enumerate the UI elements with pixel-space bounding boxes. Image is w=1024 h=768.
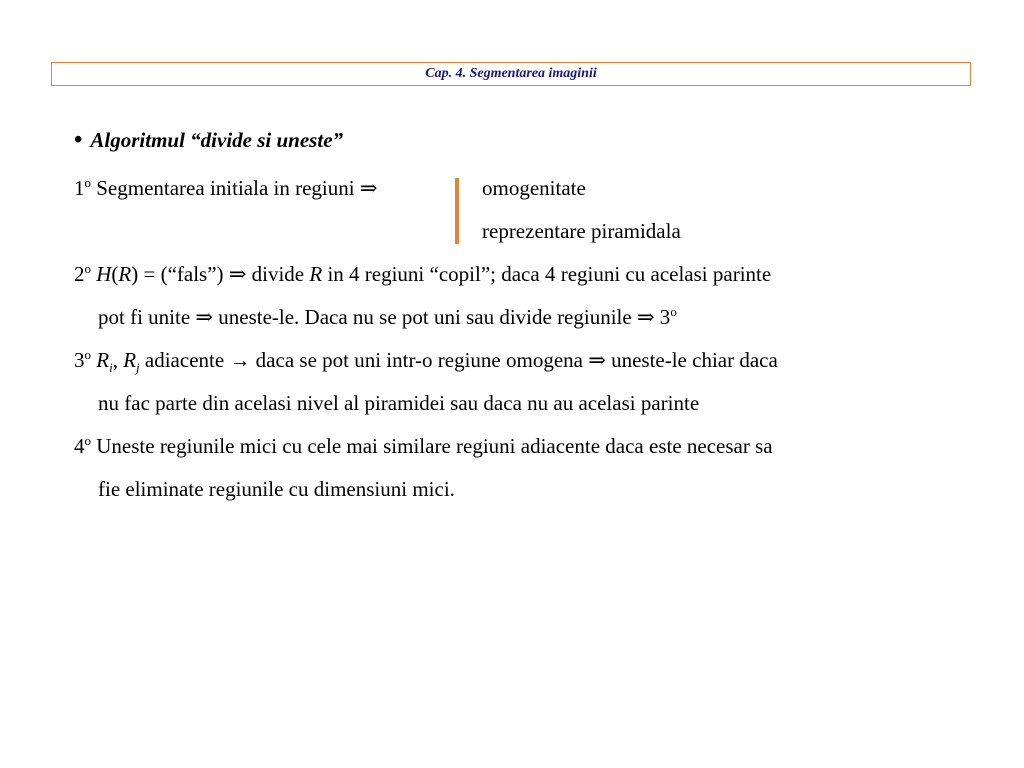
step-4-number: 4 xyxy=(74,434,85,458)
step-4-line-1 xyxy=(74,434,773,458)
step-3-ordinal: o xyxy=(84,347,91,362)
step-4-ordinal: o xyxy=(84,433,91,448)
step-3-symbol-ri: R xyxy=(96,348,110,372)
section-title: Algoritmul “divide si uneste” xyxy=(90,128,344,152)
step-2-number: 2 xyxy=(74,262,85,286)
step-2-symbol-r2: R xyxy=(309,262,323,286)
step-1-text: Segmentarea initiala in regiuni ⇒ xyxy=(96,176,378,200)
section-heading xyxy=(74,128,343,152)
step-4-text-b: fie eliminate regiunile cu dimensiuni mici. xyxy=(98,477,455,501)
chapter-title: Cap. 4. Segmentarea imaginii xyxy=(425,66,597,81)
step-2-symbol-h: H xyxy=(96,262,112,286)
step-2-symbol-r: R xyxy=(118,262,132,286)
step-4-line-2 xyxy=(98,477,455,501)
step-1-line xyxy=(74,176,377,200)
step-3-sub-j: j xyxy=(136,360,140,375)
step-2-ordinal: o xyxy=(84,261,91,276)
step-2-line-2 xyxy=(98,305,677,329)
step-2-text-b: in 4 regiuni “copil”; daca 4 regiuni cu acelasi parinte xyxy=(322,262,772,286)
step-3-line-1 xyxy=(74,347,778,375)
step-1-number: 1 xyxy=(74,176,85,200)
step-3-text-b: nu fac parte din acelasi nivel al piramidei sau daca nu au acelasi parinte xyxy=(98,391,700,415)
step-1-option-2 xyxy=(482,219,681,243)
step-2-ref-ordinal: o xyxy=(670,304,677,319)
step-1-option-1 xyxy=(482,176,586,200)
chapter-header xyxy=(51,62,971,86)
step-3-line-2 xyxy=(98,391,699,415)
option-omogenitate: omogenitate xyxy=(482,176,586,200)
step-2-text-a: ) = (“fals”) ⇒ divide xyxy=(131,262,310,286)
step-2-paren: ( xyxy=(111,262,119,286)
option-reprezentare: reprezentare piramidala xyxy=(482,219,681,243)
bullet-icon: • xyxy=(74,127,83,153)
step-3-sub-i: i xyxy=(109,360,113,375)
option-bracket xyxy=(455,178,459,244)
step-3-text-a: adiacente → daca se pot uni intr-o regiune omogena ⇒ uneste-le chiar daca xyxy=(139,348,778,372)
step-4-text-a: Uneste regiunile mici cu cele mai similare regiuni adiacente daca este necesar sa xyxy=(91,434,773,458)
step-1-ordinal: o xyxy=(84,175,91,190)
step-2-line-1 xyxy=(74,262,771,286)
step-3-comma: , xyxy=(112,348,124,372)
step-2-text-c: pot fi unite ⇒ uneste-le. Daca nu se pot uni sau divide regiunile ⇒ 3 xyxy=(98,305,671,329)
step-3-symbol-rj: R xyxy=(123,348,137,372)
step-3-number: 3 xyxy=(74,348,85,372)
